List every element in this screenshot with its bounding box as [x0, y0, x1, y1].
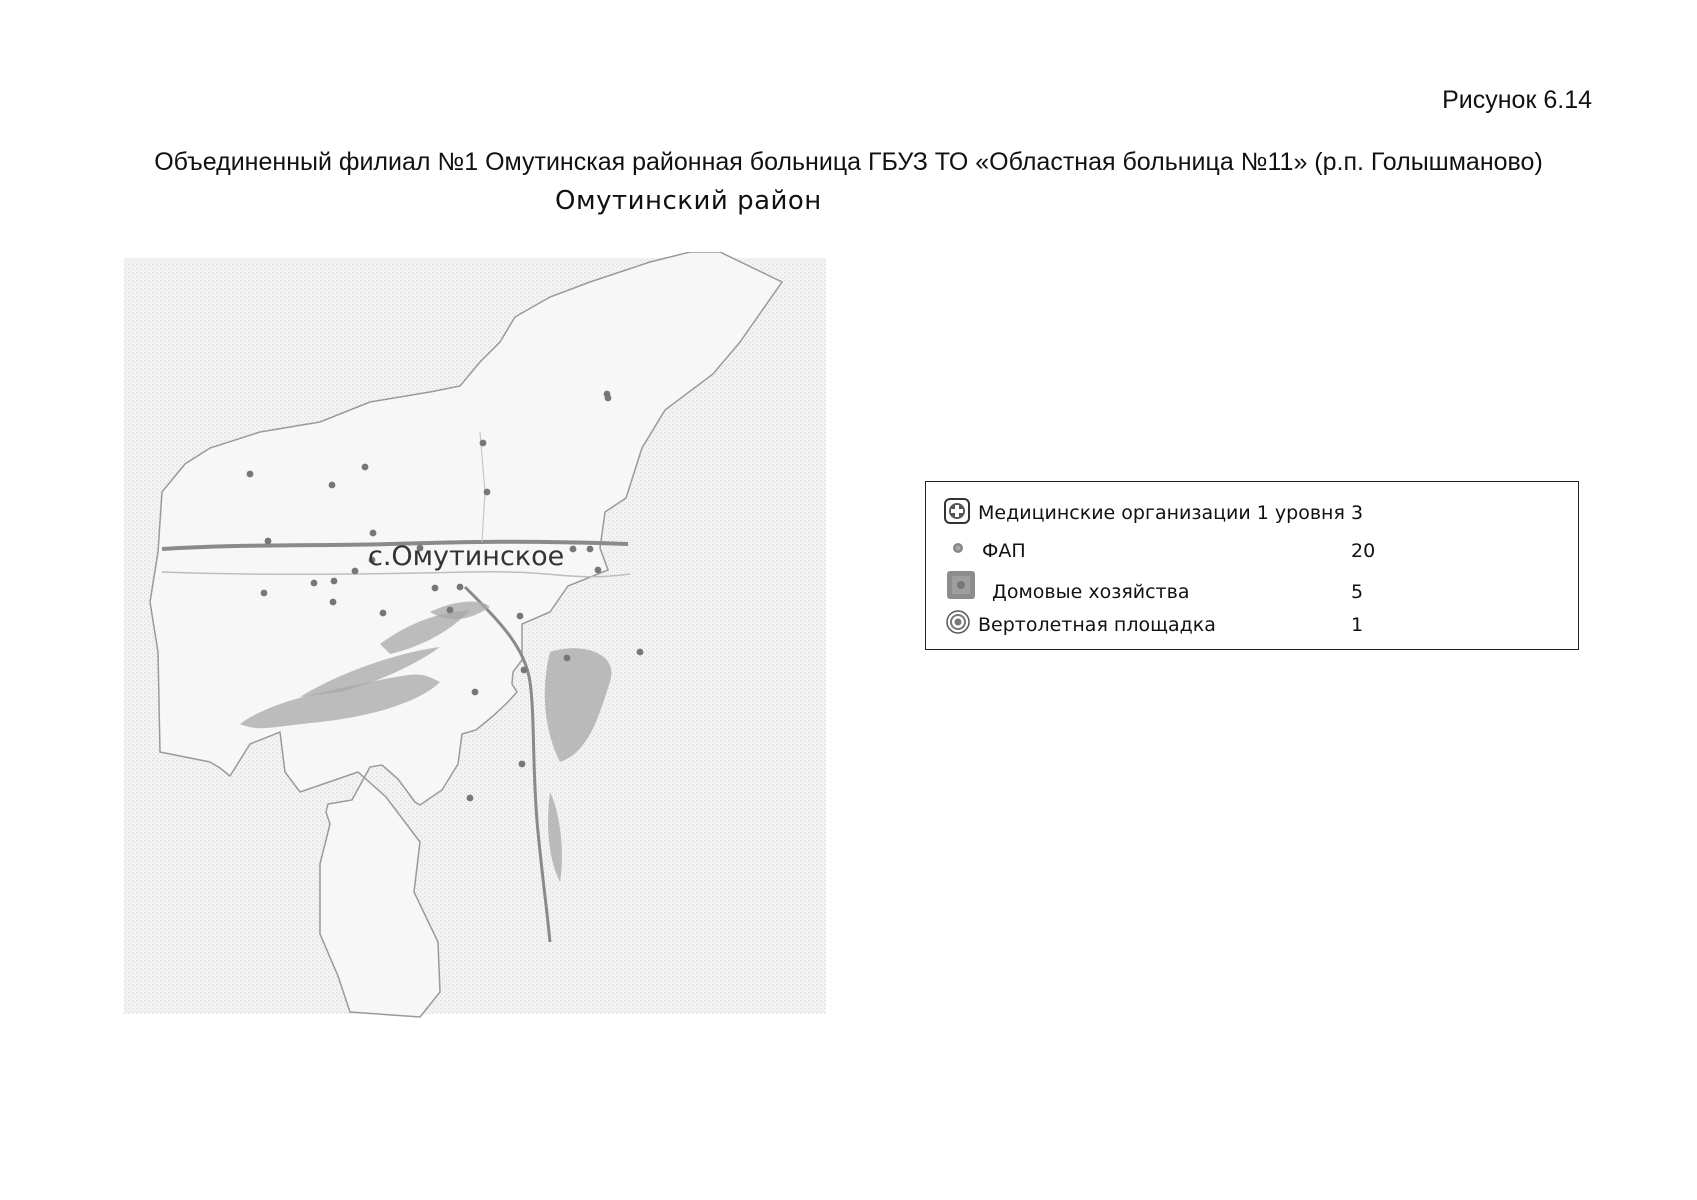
fap-marker — [637, 649, 644, 656]
legend-label: Медицинские организации 1 уровня — [978, 502, 1345, 524]
fap-marker — [467, 795, 474, 802]
fap-marker — [564, 655, 571, 662]
fap-dot-icon — [951, 538, 965, 560]
legend-row-helipad — [926, 610, 1578, 640]
fap-marker — [595, 567, 602, 574]
fap-marker — [521, 667, 528, 674]
legend-label: ФАП — [982, 540, 1026, 562]
fap-marker — [352, 568, 359, 575]
fap-marker — [517, 613, 524, 620]
legend-label: Вертолетная площадка — [978, 614, 1216, 636]
center-settlement-label: с.Омутинское — [368, 541, 565, 572]
medical-cross-icon — [944, 498, 970, 529]
fap-marker — [472, 689, 479, 696]
fap-marker — [362, 464, 369, 471]
fap-marker — [604, 391, 611, 398]
fap-marker — [457, 584, 464, 591]
legend-count: 3 — [1351, 502, 1364, 524]
legend-label: Домовые хозяйства — [992, 581, 1190, 603]
legend-row-medical — [926, 498, 1578, 528]
map-legend — [925, 481, 1579, 650]
legend-count: 1 — [1351, 614, 1364, 636]
fap-marker — [261, 590, 268, 597]
fap-marker — [370, 530, 377, 537]
district-map — [120, 252, 832, 1022]
legend-row-fap — [926, 536, 1578, 566]
helipad-icon — [946, 610, 970, 639]
fap-marker — [432, 585, 439, 592]
fap-marker — [265, 538, 272, 545]
legend-count: 20 — [1351, 540, 1376, 562]
fap-marker — [331, 578, 338, 585]
household-square-icon — [946, 570, 976, 605]
fap-marker — [570, 546, 577, 553]
fap-marker — [484, 489, 491, 496]
fap-marker — [480, 440, 487, 447]
fap-marker — [311, 580, 318, 587]
legend-row-households — [926, 577, 1578, 607]
figure-number: Рисунок 6.14 — [1442, 86, 1592, 114]
fap-marker — [380, 610, 387, 617]
fap-marker — [247, 471, 254, 478]
district-name: Омутинский район — [555, 186, 822, 216]
fap-marker — [330, 599, 337, 606]
fap-marker — [519, 761, 526, 768]
fap-marker — [447, 607, 454, 614]
fap-marker — [329, 482, 336, 489]
figure-title: Объединенный филиал №1 Омутинская районная больница ГБУЗ ТО «Областная больница №11» (р.п. Голышманово) — [154, 148, 1543, 176]
fap-marker — [587, 546, 594, 553]
legend-count: 5 — [1351, 581, 1364, 603]
